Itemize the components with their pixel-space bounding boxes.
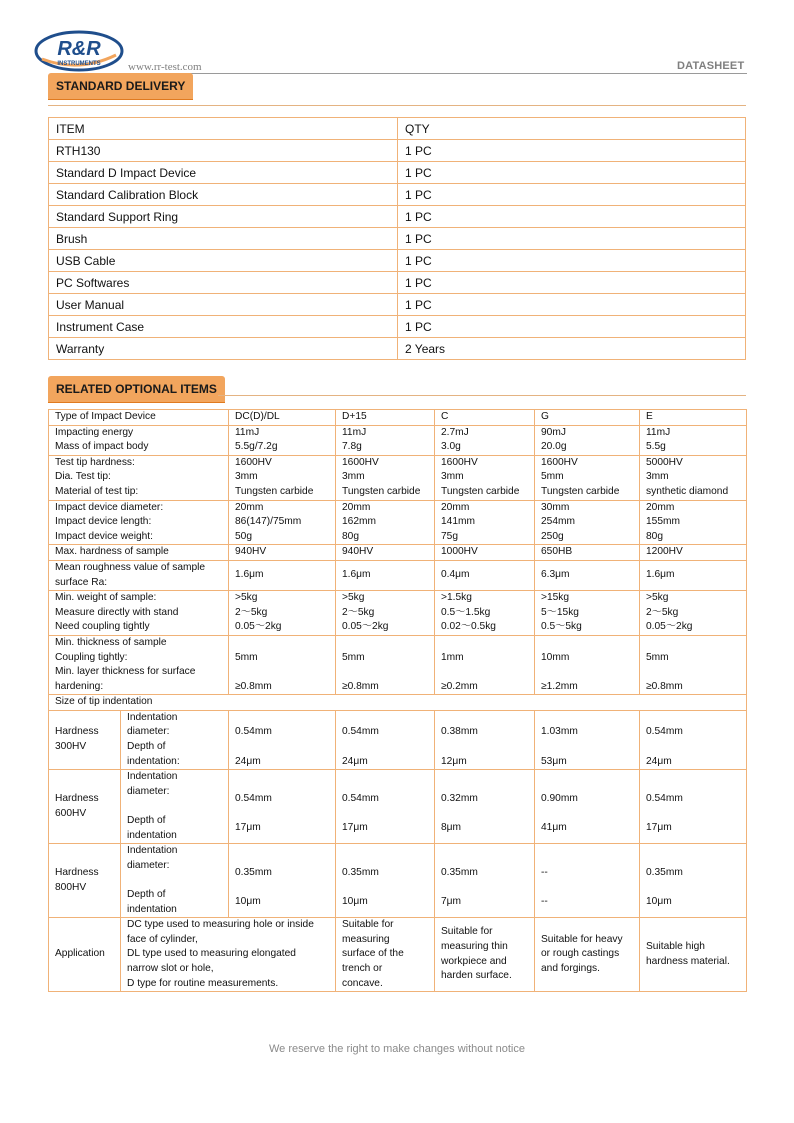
spec-value: >1.5kg 0.5～1.5kg 0.02～0.5kg xyxy=(435,591,535,636)
column-header: QTY xyxy=(398,118,746,140)
application-value: Suitable for heavy or rough castings and forgings. xyxy=(535,918,640,992)
indentation-value: 0.35mm 7μm xyxy=(435,844,535,918)
standard-delivery-title: STANDARD DELIVERY xyxy=(48,73,193,99)
spec-row xyxy=(49,635,747,694)
application-value: Suitable for measuring surface of the trench or concave. xyxy=(336,918,435,992)
spec-row xyxy=(49,560,747,590)
spec-value: 940HV xyxy=(229,545,336,561)
device-column-header: G xyxy=(535,410,640,426)
spec-value: 6.3μm xyxy=(535,560,640,590)
section-divider xyxy=(48,105,746,106)
spec-value: 11mJ 5.5g/7.2g xyxy=(229,425,336,455)
item-qty: 1 PC xyxy=(398,162,746,184)
column-header: ITEM xyxy=(49,118,398,140)
spec-value: 20mm 86(147)/75mm 50g xyxy=(229,500,336,545)
application-row xyxy=(49,918,747,992)
spec-value: 90mJ 20.0g xyxy=(535,425,640,455)
indentation-title: Size of tip indentation xyxy=(49,695,747,711)
spec-value: 0.4μm xyxy=(435,560,535,590)
document-type-label: DATASHEET xyxy=(677,60,745,72)
spec-value: >5kg 2～5kg 0.05～2kg xyxy=(229,591,336,636)
application-value: DC type used to measuring hole or inside face of cylinder, DL type used to measuring elongated narrow slot or hole, D type for routine measurements. xyxy=(121,918,336,992)
indentation-value: 1.03mm 53μm xyxy=(535,710,640,769)
item-qty: 1 PC xyxy=(398,140,746,162)
spec-label: Min. thickness of sample Coupling tightly: Min. layer thickness for surface hardening: xyxy=(49,635,229,694)
header-divider xyxy=(127,73,747,74)
indentation-value: 0.54mm 17μm xyxy=(640,770,747,844)
hardness-label: Hardness 800HV xyxy=(49,844,121,918)
device-column-header: D+15 xyxy=(336,410,435,426)
logo-text: R&R xyxy=(57,38,101,60)
spec-value: 1600HV 3mm Tungsten carbide xyxy=(229,455,336,500)
table-header-row xyxy=(49,118,746,140)
spec-value: 940HV xyxy=(336,545,435,561)
spec-value: 1600HV 3mm Tungsten carbide xyxy=(336,455,435,500)
website-url[interactable]: www.rr-test.com xyxy=(128,61,202,73)
company-logo xyxy=(34,29,124,75)
indentation-value: 0.35mm 10μm xyxy=(229,844,336,918)
item-name: PC Softwares xyxy=(49,272,398,294)
item-qty: 1 PC xyxy=(398,206,746,228)
hardness-label: Hardness 300HV xyxy=(49,710,121,769)
indentation-value: 0.35mm 10μm xyxy=(336,844,435,918)
indentation-value: 0.32mm 8μm xyxy=(435,770,535,844)
optional-items-table xyxy=(48,409,747,992)
spec-value: 5000HV 3mm synthetic diamond xyxy=(640,455,747,500)
indentation-label: Indentation diameter: Depth of indentation xyxy=(121,770,229,844)
spec-value: >15kg 5～15kg 0.5～5kg xyxy=(535,591,640,636)
application-value: Suitable for measuring thin workpiece and harden surface. xyxy=(435,918,535,992)
spec-row xyxy=(49,500,747,545)
indentation-label: Indentation diameter: Depth of indentation: xyxy=(121,710,229,769)
item-name: Standard D Impact Device xyxy=(49,162,398,184)
item-qty: 1 PC xyxy=(398,184,746,206)
indentation-title-row xyxy=(49,695,747,711)
item-qty: 1 PC xyxy=(398,228,746,250)
indentation-value: -- -- xyxy=(535,844,640,918)
spec-value: 650HB xyxy=(535,545,640,561)
spec-row xyxy=(49,455,747,500)
spec-value: 1000HV xyxy=(435,545,535,561)
device-column-header: DC(D)/DL xyxy=(229,410,336,426)
table-row xyxy=(49,250,746,272)
spec-value: 1.6μm xyxy=(229,560,336,590)
spec-value: 10mm ≥1.2mm xyxy=(535,635,640,694)
section-divider xyxy=(218,395,746,396)
footer-notice: We reserve the right to make changes without notice xyxy=(269,1043,525,1055)
standard-delivery-table xyxy=(48,117,746,360)
table-row xyxy=(49,294,746,316)
spec-value: 1mm ≥0.2mm xyxy=(435,635,535,694)
table-row xyxy=(49,272,746,294)
spec-value: 11mJ 7.8g xyxy=(336,425,435,455)
device-column-header: E xyxy=(640,410,747,426)
spec-value: 2.7mJ 3.0g xyxy=(435,425,535,455)
table-row xyxy=(49,338,746,360)
item-qty: 1 PC xyxy=(398,272,746,294)
spec-value: 1200HV xyxy=(640,545,747,561)
indentation-value: 0.54mm 24μm xyxy=(640,710,747,769)
hardness-label: Hardness 600HV xyxy=(49,770,121,844)
application-label: Application xyxy=(49,918,121,992)
spec-value: >5kg 2～5kg 0.05～2kg xyxy=(640,591,747,636)
indentation-row xyxy=(49,710,747,769)
item-name: RTH130 xyxy=(49,140,398,162)
spec-value: 5mm ≥0.8mm xyxy=(640,635,747,694)
indentation-value: 0.90mm 41μm xyxy=(535,770,640,844)
optional-items-title: RELATED OPTIONAL ITEMS xyxy=(48,376,225,402)
spec-value: 20mm 155mm 80g xyxy=(640,500,747,545)
spec-value: 1600HV 5mm Tungsten carbide xyxy=(535,455,640,500)
indentation-value: 0.54mm 17μm xyxy=(336,770,435,844)
spec-value: 20mm 141mm 75g xyxy=(435,500,535,545)
application-value: Suitable high hardness material. xyxy=(640,918,747,992)
spec-value: 11mJ 5.5g xyxy=(640,425,747,455)
item-qty: 1 PC xyxy=(398,294,746,316)
spec-row xyxy=(49,425,747,455)
spec-value: 1.6μm xyxy=(336,560,435,590)
item-name: Standard Calibration Block xyxy=(49,184,398,206)
indentation-value: 0.54mm 17μm xyxy=(229,770,336,844)
item-name: USB Cable xyxy=(49,250,398,272)
device-column-header: C xyxy=(435,410,535,426)
table-row xyxy=(49,184,746,206)
spec-value: 1600HV 3mm Tungsten carbide xyxy=(435,455,535,500)
spec-label: Impact device diameter: Impact device length: Impact device weight: xyxy=(49,500,229,545)
indentation-row xyxy=(49,770,747,844)
spec-label: Min. weight of sample: Measure directly with stand Need coupling tightly xyxy=(49,591,229,636)
spec-row xyxy=(49,545,747,561)
indentation-value: 0.35mm 10μm xyxy=(640,844,747,918)
item-qty: 1 PC xyxy=(398,250,746,272)
indentation-row xyxy=(49,844,747,918)
table-row xyxy=(49,228,746,250)
table-header-row xyxy=(49,410,747,426)
spec-value: >5kg 2～5kg 0.05～2kg xyxy=(336,591,435,636)
logo-subtext: INSTRUMENTS xyxy=(57,61,101,67)
indentation-value: 0.54mm 24μm xyxy=(336,710,435,769)
spec-value: 30mm 254mm 250g xyxy=(535,500,640,545)
item-name: Brush xyxy=(49,228,398,250)
spec-row xyxy=(49,591,747,636)
item-name: User Manual xyxy=(49,294,398,316)
spec-label: Test tip hardness: Dia. Test tip: Material of test tip: xyxy=(49,455,229,500)
item-qty: 1 PC xyxy=(398,316,746,338)
item-qty: 2 Years xyxy=(398,338,746,360)
indentation-value: 0.38mm 12μm xyxy=(435,710,535,769)
spec-label: Max. hardness of sample xyxy=(49,545,229,561)
table-row xyxy=(49,140,746,162)
indentation-value: 0.54mm 24μm xyxy=(229,710,336,769)
item-name: Warranty xyxy=(49,338,398,360)
indentation-label: Indentation diameter: Depth of indentation xyxy=(121,844,229,918)
item-name: Standard Support Ring xyxy=(49,206,398,228)
spec-label: Impacting energy Mass of impact body xyxy=(49,425,229,455)
table-row xyxy=(49,206,746,228)
item-name: Instrument Case xyxy=(49,316,398,338)
column-header: Type of Impact Device xyxy=(49,410,229,426)
table-row xyxy=(49,316,746,338)
spec-value: 5mm ≥0.8mm xyxy=(336,635,435,694)
spec-value: 20mm 162mm 80g xyxy=(336,500,435,545)
table-row xyxy=(49,162,746,184)
spec-label: Mean roughness value of sample surface Ra: xyxy=(49,560,229,590)
spec-value: 1.6μm xyxy=(640,560,747,590)
spec-value: 5mm ≥0.8mm xyxy=(229,635,336,694)
